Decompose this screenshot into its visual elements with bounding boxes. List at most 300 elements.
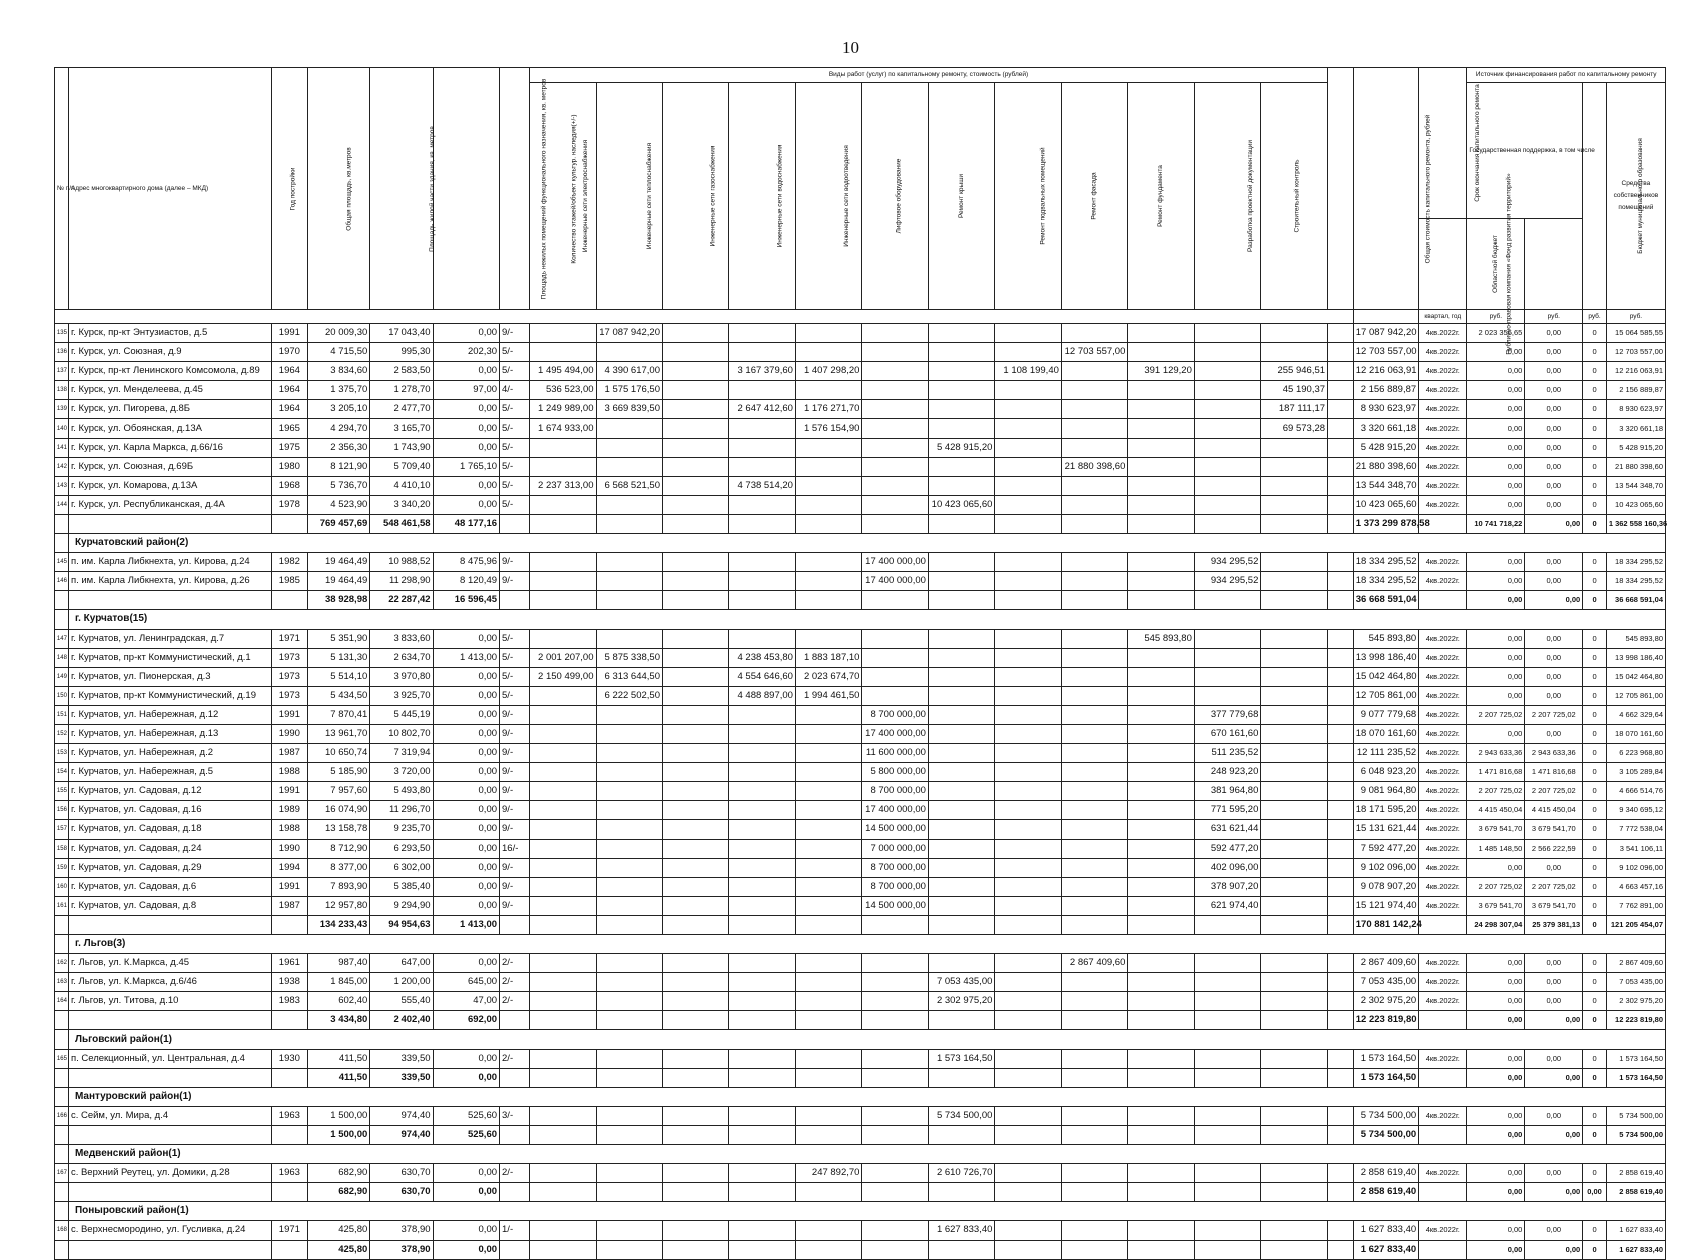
table-row [55, 667, 1666, 686]
row-work-cost-12: 187 111,17 [1261, 400, 1328, 419]
col-w-foundation: Ремонт фундамента [1128, 83, 1194, 310]
table-row [55, 896, 1666, 915]
row-year-built: 1990 [271, 724, 307, 743]
row-owners: 2 867 409,60 [1606, 954, 1665, 973]
row-year-built: 1980 [271, 457, 307, 476]
table-row [55, 457, 1666, 476]
row-year-built: 1973 [271, 648, 307, 667]
subtotal-total-area: 3 434,80 [308, 1011, 370, 1030]
subtotal-regional: 0,00 [1525, 1068, 1583, 1087]
district-header-row [55, 935, 1666, 954]
row-fund: 2 943 633,36 [1467, 744, 1525, 763]
row-floors: 2/- [500, 973, 530, 992]
row-work-cost-11: 378 907,20 [1194, 877, 1260, 896]
row-municipal: 0 [1583, 744, 1607, 763]
row-work-cost-12 [1261, 782, 1328, 801]
row-municipal: 0 [1583, 801, 1607, 820]
row-fund: 0,00 [1467, 553, 1525, 572]
subtotal-total-area: 411,50 [308, 1068, 370, 1087]
subtotal-work-cell [663, 1125, 729, 1144]
capital-repair-table-wrap [54, 67, 1666, 1260]
row-total-area: 5 351,90 [308, 629, 370, 648]
row-floors: 5/- [500, 400, 530, 419]
row-spacer-cell [1328, 1106, 1354, 1125]
row-total-cost: 12 216 063,91 [1353, 362, 1418, 381]
row-work-cost-12: 255 946,51 [1261, 362, 1328, 381]
subtotal-living-area: 548 461,58 [370, 514, 433, 533]
row-work-cost-12 [1261, 992, 1328, 1011]
finance-group-header: Источник финансирования работ по капитальному ремонту [1467, 68, 1666, 83]
row-work-cost-12 [1261, 476, 1328, 495]
subtotal-work-cell [1194, 1011, 1260, 1030]
row-work-cost-8 [995, 839, 1061, 858]
row-work-cost-9 [1061, 705, 1127, 724]
row-floors: 1/- [500, 1221, 530, 1240]
subtotal-spacer-cell [1328, 915, 1354, 934]
row-work-cost-10 [1128, 801, 1194, 820]
row-total-cost: 2 867 409,60 [1353, 954, 1418, 973]
row-work-cost-2 [596, 1049, 662, 1068]
row-work-cost-11 [1194, 343, 1260, 362]
row-work-cost-12 [1261, 1106, 1328, 1125]
row-nonliving-area: 0,00 [433, 324, 499, 343]
row-work-cost-5: 247 892,70 [795, 1164, 861, 1183]
row-regional: 2 566 222,59 [1525, 839, 1583, 858]
row-work-cost-11: 670 161,60 [1194, 724, 1260, 743]
row-regional: 0,00 [1525, 686, 1583, 705]
subtotal-work-cell [1128, 591, 1194, 610]
row-year-built: 1989 [271, 801, 307, 820]
row-total-cost: 12 705 861,00 [1353, 686, 1418, 705]
subtotal-year-cell [271, 514, 307, 533]
table-row [55, 1106, 1666, 1125]
row-year-built: 1971 [271, 1221, 307, 1240]
row-fund: 0,00 [1467, 1049, 1525, 1068]
row-work-cost-7 [928, 343, 994, 362]
row-work-cost-11 [1194, 686, 1260, 705]
row-work-cost-6: 17 400 000,00 [862, 553, 928, 572]
subtotal-label-cell [68, 1125, 271, 1144]
row-work-cost-8 [995, 572, 1061, 591]
subtotal-work-cell [795, 1011, 861, 1030]
row-living-area: 339,50 [370, 1049, 433, 1068]
row-floors: 5/- [500, 686, 530, 705]
subtotal-total-cost: 1 373 299 878,58 [1353, 514, 1418, 533]
row-nonliving-area: 0,00 [433, 362, 499, 381]
row-work-cost-9 [1061, 667, 1127, 686]
row-work-cost-4 [729, 877, 795, 896]
row-work-cost-2 [596, 495, 662, 514]
subtotal-nonliving-area: 16 596,45 [433, 591, 499, 610]
subtotal-no-cell [55, 514, 69, 533]
row-regional: 0,00 [1525, 457, 1583, 476]
row-work-cost-9 [1061, 572, 1127, 591]
subtotal-deadline-cell [1419, 1125, 1467, 1144]
row-work-cost-10 [1128, 820, 1194, 839]
col-w-design: Разработка проектной документации [1194, 83, 1260, 310]
row-nonliving-area: 0,00 [433, 419, 499, 438]
row-regional: 0,00 [1525, 476, 1583, 495]
row-spacer-cell [1328, 839, 1354, 858]
row-work-cost-7 [928, 686, 994, 705]
row-work-cost-9 [1061, 629, 1127, 648]
row-total-area: 4 715,50 [308, 343, 370, 362]
row-work-cost-4 [729, 629, 795, 648]
row-work-cost-6 [862, 1164, 928, 1183]
row-work-cost-2 [596, 553, 662, 572]
row-work-cost-12 [1261, 343, 1328, 362]
row-municipal: 0 [1583, 820, 1607, 839]
units-row-blank [55, 310, 1354, 324]
subtotal-work-cell [995, 1183, 1061, 1202]
row-number: 143 [55, 476, 69, 495]
row-nonliving-area: 0,00 [433, 629, 499, 648]
subtotal-regional: 0,00 [1525, 514, 1583, 533]
district-header-row [55, 1202, 1666, 1221]
row-work-cost-5 [795, 553, 861, 572]
row-municipal: 0 [1583, 476, 1607, 495]
row-number: 147 [55, 629, 69, 648]
row-work-cost-9 [1061, 801, 1127, 820]
subtotal-municipal: 0 [1583, 1011, 1607, 1030]
row-owners: 18 334 295,52 [1606, 553, 1665, 572]
row-work-cost-9 [1061, 782, 1127, 801]
row-fund: 0,00 [1467, 1164, 1525, 1183]
row-work-cost-11 [1194, 973, 1260, 992]
table-row [55, 973, 1666, 992]
row-work-cost-2 [596, 572, 662, 591]
row-fund: 0,00 [1467, 667, 1525, 686]
row-work-cost-8 [995, 553, 1061, 572]
row-work-cost-5 [795, 820, 861, 839]
row-floors: 9/- [500, 572, 530, 591]
row-total-area: 8 712,90 [308, 839, 370, 858]
row-deadline: 4кв.2022г. [1419, 820, 1467, 839]
table-row [55, 724, 1666, 743]
row-work-cost-8 [995, 629, 1061, 648]
row-work-cost-9 [1061, 1049, 1127, 1068]
row-regional: 0,00 [1525, 572, 1583, 591]
row-fund: 4 415 450,04 [1467, 801, 1525, 820]
row-work-cost-1 [530, 1106, 596, 1125]
row-work-cost-2 [596, 896, 662, 915]
row-owners: 8 930 623,97 [1606, 400, 1665, 419]
row-municipal: 0 [1583, 400, 1607, 419]
row-work-cost-2 [596, 744, 662, 763]
row-year-built: 1971 [271, 629, 307, 648]
row-work-cost-7: 1 627 833,40 [928, 1221, 994, 1240]
row-work-cost-8 [995, 1049, 1061, 1068]
row-number: 138 [55, 381, 69, 400]
row-municipal: 0 [1583, 343, 1607, 362]
row-work-cost-4 [729, 763, 795, 782]
row-nonliving-area: 0,00 [433, 705, 499, 724]
row-spacer-cell [1328, 419, 1354, 438]
row-spacer-cell [1328, 801, 1354, 820]
subtotal-total-cost: 5 734 500,00 [1353, 1125, 1418, 1144]
row-work-cost-10 [1128, 648, 1194, 667]
row-floors: 2/- [500, 992, 530, 1011]
row-floors: 5/- [500, 495, 530, 514]
row-work-cost-12: 45 190,37 [1261, 381, 1328, 400]
row-regional: 0,00 [1525, 324, 1583, 343]
row-work-cost-6: 14 500 000,00 [862, 896, 928, 915]
subtotal-work-cell [995, 1125, 1061, 1144]
row-work-cost-8 [995, 1164, 1061, 1183]
row-total-area: 5 131,30 [308, 648, 370, 667]
row-spacer-cell [1328, 495, 1354, 514]
subtotal-work-cell [862, 1240, 928, 1259]
row-number: 144 [55, 495, 69, 514]
row-address: г. Курчатов, ул. Садовая, д.16 [68, 801, 271, 820]
row-work-cost-1 [530, 629, 596, 648]
row-total-area: 2 356,30 [308, 438, 370, 457]
subtotal-label-cell [68, 514, 271, 533]
row-work-cost-5 [795, 839, 861, 858]
row-deadline: 4кв.2022г. [1419, 705, 1467, 724]
row-fund: 0,00 [1467, 438, 1525, 457]
row-number: 152 [55, 724, 69, 743]
row-owners: 18 070 161,60 [1606, 724, 1665, 743]
col-w-heat: Инженерные сети теплоснабжения [596, 83, 662, 310]
row-work-cost-2 [596, 1164, 662, 1183]
subtotal-work-cell [530, 1068, 596, 1087]
row-work-cost-11: 631 621,44 [1194, 820, 1260, 839]
row-nonliving-area: 0,00 [433, 820, 499, 839]
subtotal-year-cell [271, 915, 307, 934]
subtotal-fund: 0,00 [1467, 1125, 1525, 1144]
row-work-cost-2 [596, 1106, 662, 1125]
row-total-cost: 18 171 595,20 [1353, 801, 1418, 820]
table-row [55, 495, 1666, 514]
subtotal-work-cell [995, 915, 1061, 934]
row-floors: 9/- [500, 744, 530, 763]
row-work-cost-3 [663, 763, 729, 782]
subtotal-work-cell [663, 591, 729, 610]
row-floors: 9/- [500, 705, 530, 724]
row-work-cost-8 [995, 1221, 1061, 1240]
subtotal-living-area: 2 402,40 [370, 1011, 433, 1030]
row-nonliving-area: 202,30 [433, 343, 499, 362]
row-total-cost: 13 998 186,40 [1353, 648, 1418, 667]
subtotal-owners: 5 734 500,00 [1606, 1125, 1665, 1144]
row-work-cost-2 [596, 343, 662, 362]
row-work-cost-6: 8 700 000,00 [862, 782, 928, 801]
row-year-built: 1991 [271, 782, 307, 801]
subtotal-work-cell [795, 1183, 861, 1202]
row-work-cost-10 [1128, 572, 1194, 591]
row-nonliving-area: 0,00 [433, 1164, 499, 1183]
row-number: 158 [55, 839, 69, 858]
row-work-cost-1 [530, 744, 596, 763]
row-work-cost-2 [596, 839, 662, 858]
table-row [55, 572, 1666, 591]
subtotal-spacer-cell [1328, 1125, 1354, 1144]
district-no-cell [55, 534, 69, 553]
row-nonliving-area: 0,00 [433, 877, 499, 896]
row-address: г. Курск, ул. Союзная, д.9 [68, 343, 271, 362]
row-work-cost-5 [795, 381, 861, 400]
subtotal-work-cell [530, 591, 596, 610]
row-living-area: 974,40 [370, 1106, 433, 1125]
subtotal-row [55, 1183, 1666, 1202]
row-number: 168 [55, 1221, 69, 1240]
row-deadline: 4кв.2022г. [1419, 362, 1467, 381]
row-work-cost-11: 934 295,52 [1194, 553, 1260, 572]
table-row [55, 782, 1666, 801]
row-work-cost-3 [663, 744, 729, 763]
subtotal-owners: 121 205 454,07 [1606, 915, 1665, 934]
row-total-area: 19 464,49 [308, 553, 370, 572]
state-support-header: Государственная поддержка, в том числе [1467, 83, 1583, 219]
row-work-cost-11 [1194, 381, 1260, 400]
row-living-area: 3 720,00 [370, 763, 433, 782]
row-living-area: 555,40 [370, 992, 433, 1011]
row-fund: 0,00 [1467, 1106, 1525, 1125]
row-living-area: 11 298,90 [370, 572, 433, 591]
row-work-cost-5: 1 407 298,20 [795, 362, 861, 381]
row-address: г. Курск, ул. Менделеева, д.45 [68, 381, 271, 400]
row-work-cost-6 [862, 495, 928, 514]
row-number: 142 [55, 457, 69, 476]
subtotal-work-cell [795, 1125, 861, 1144]
row-address: г. Курчатов, ул. Садовая, д.29 [68, 858, 271, 877]
subtotal-deadline-cell [1419, 1011, 1467, 1030]
row-deadline: 4кв.2022г. [1419, 572, 1467, 591]
subtotal-work-cell [1261, 915, 1328, 934]
district-no-cell [55, 1145, 69, 1164]
row-work-cost-4 [729, 896, 795, 915]
table-body [55, 324, 1666, 1260]
row-floors: 5/- [500, 419, 530, 438]
row-owners: 3 541 106,11 [1606, 839, 1665, 858]
subtotal-deadline-cell [1419, 591, 1467, 610]
row-owners: 18 334 295,52 [1606, 572, 1665, 591]
col-w-elec: Инженерные сети электроснабжения [530, 83, 596, 310]
row-work-cost-7 [928, 839, 994, 858]
row-total-area: 602,40 [308, 992, 370, 1011]
row-work-cost-2 [596, 973, 662, 992]
row-work-cost-8 [995, 648, 1061, 667]
row-work-cost-7: 5 734 500,00 [928, 1106, 994, 1125]
row-work-cost-5 [795, 476, 861, 495]
row-work-cost-6 [862, 476, 928, 495]
subtotal-nonliving-area: 692,00 [433, 1011, 499, 1030]
row-municipal: 0 [1583, 572, 1607, 591]
subtotal-work-cell [530, 1240, 596, 1259]
row-number: 137 [55, 362, 69, 381]
row-work-cost-4 [729, 1106, 795, 1125]
row-total-cost: 9 102 096,00 [1353, 858, 1418, 877]
row-work-cost-10 [1128, 495, 1194, 514]
row-owners: 6 223 968,80 [1606, 744, 1665, 763]
row-work-cost-4 [729, 839, 795, 858]
row-work-cost-4: 4 488 897,00 [729, 686, 795, 705]
row-work-cost-11 [1194, 362, 1260, 381]
row-regional: 0,00 [1525, 648, 1583, 667]
row-total-cost: 12 703 557,00 [1353, 343, 1418, 362]
table-row [55, 877, 1666, 896]
row-work-cost-5 [795, 954, 861, 973]
row-total-area: 5 514,10 [308, 667, 370, 686]
row-work-cost-9: 2 867 409,60 [1061, 954, 1127, 973]
row-total-area: 4 294,70 [308, 419, 370, 438]
row-work-cost-4 [729, 438, 795, 457]
row-work-cost-4 [729, 324, 795, 343]
row-work-cost-1 [530, 801, 596, 820]
subtotal-municipal: 0 [1583, 915, 1607, 934]
row-address: п. Селекционный, ул. Центральная, д.4 [68, 1049, 271, 1068]
row-work-cost-4 [729, 343, 795, 362]
row-address: п. им. Карла Либкнехта, ул. Кирова, д.26 [68, 572, 271, 591]
subtotal-work-cell [862, 1011, 928, 1030]
row-work-cost-3 [663, 400, 729, 419]
row-regional: 0,00 [1525, 724, 1583, 743]
row-work-cost-2: 4 390 617,00 [596, 362, 662, 381]
row-deadline: 4кв.2022г. [1419, 744, 1467, 763]
subtotal-work-cell [995, 1240, 1061, 1259]
row-work-cost-6: 7 000 000,00 [862, 839, 928, 858]
row-fund: 0,00 [1467, 400, 1525, 419]
table-row [55, 1049, 1666, 1068]
row-address: г. Курчатов, ул. Набережная, д.12 [68, 705, 271, 724]
row-work-cost-8 [995, 324, 1061, 343]
table-row [55, 324, 1666, 343]
district-name: г. Курчатов(15) [68, 610, 1665, 629]
row-work-cost-4 [729, 782, 795, 801]
subtotal-work-cell [596, 1240, 662, 1259]
row-work-cost-9 [1061, 476, 1127, 495]
row-total-cost: 1 627 833,40 [1353, 1221, 1418, 1240]
row-work-cost-8 [995, 457, 1061, 476]
row-total-cost: 545 893,80 [1353, 629, 1418, 648]
row-work-cost-10 [1128, 438, 1194, 457]
row-total-cost: 12 111 235,52 [1353, 744, 1418, 763]
row-fund: 0,00 [1467, 572, 1525, 591]
subtotal-floors-cell [500, 1011, 530, 1030]
row-work-cost-1: 2 237 313,00 [530, 476, 596, 495]
row-floors: 4/- [500, 381, 530, 400]
row-number: 149 [55, 667, 69, 686]
subtotal-row [55, 1240, 1666, 1259]
row-municipal: 0 [1583, 763, 1607, 782]
row-work-cost-7 [928, 400, 994, 419]
row-work-cost-8 [995, 973, 1061, 992]
row-work-cost-7: 5 428 915,20 [928, 438, 994, 457]
col-spacer [1328, 68, 1354, 310]
row-address: г. Курчатов, ул. Ленинградская, д.7 [68, 629, 271, 648]
row-fund: 2 207 725,02 [1467, 877, 1525, 896]
row-work-cost-4 [729, 744, 795, 763]
row-fund: 2 023 356,65 [1467, 324, 1525, 343]
row-work-cost-2 [596, 457, 662, 476]
row-work-cost-7: 2 610 726,70 [928, 1164, 994, 1183]
row-floors: 2/- [500, 954, 530, 973]
row-work-cost-12 [1261, 629, 1328, 648]
row-work-cost-9 [1061, 724, 1127, 743]
subtotal-work-cell [1061, 1125, 1127, 1144]
subtotal-work-cell [729, 915, 795, 934]
row-deadline: 4кв.2022г. [1419, 954, 1467, 973]
row-work-cost-10 [1128, 1106, 1194, 1125]
subtotal-no-cell [55, 1011, 69, 1030]
subtotal-row [55, 1011, 1666, 1030]
subtotal-regional: 25 379 381,13 [1525, 915, 1583, 934]
subtotal-year-cell [271, 1125, 307, 1144]
subtotal-work-cell [596, 1068, 662, 1087]
row-total-area: 3 834,60 [308, 362, 370, 381]
subtotal-floors-cell [500, 1240, 530, 1259]
